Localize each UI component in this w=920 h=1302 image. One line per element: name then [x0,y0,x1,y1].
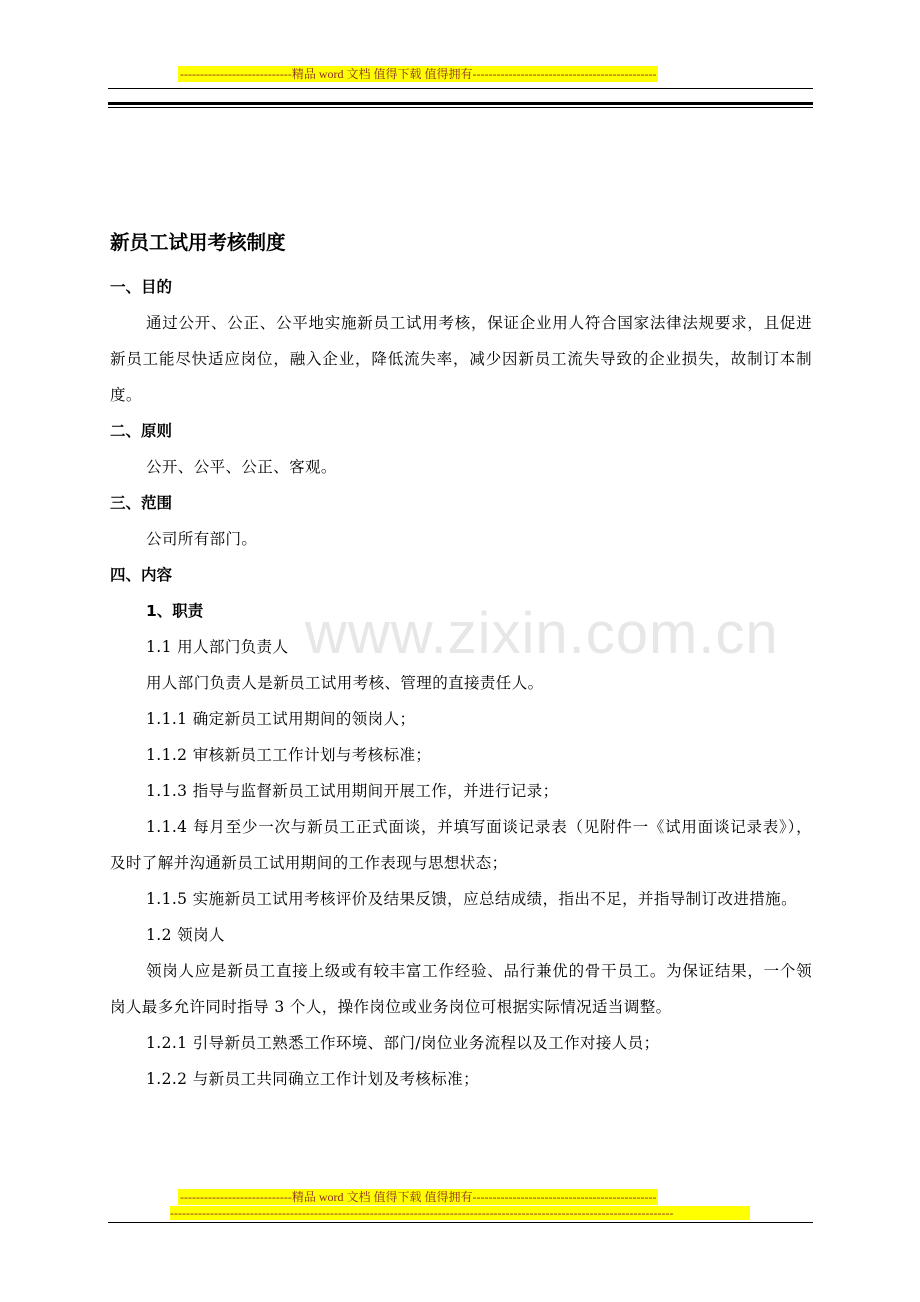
section-heading: 四、内容 [110,566,173,584]
paragraph: 1.1 用人部门负责人 [146,638,289,656]
paragraph: 用人部门负责人是新员工试用考核、管理的直接责任人。 [146,674,544,692]
paragraph: 公司所有部门。 [146,530,258,548]
paragraph: 1.1.5 实施新员工试用考核评价及结果反馈，应总结成绩，指出不足，并指导制订改进措施。 [146,890,797,908]
header-rule-thin [108,88,813,89]
watermark: www.zixin.com.cn [305,601,779,666]
footer-banner-dashes: ------------------------------------------------------------------------------------------------------------------------------ [170,1206,750,1220]
section-heading: 三、范围 [110,494,173,512]
paragraph: 1.1.4 每月至少一次与新员工正式面谈，并填写面谈记录表（见附件一《试用面谈记录表》），及时了解并沟通新员工试用期间的工作表现与思想状态； [110,818,812,872]
paragraph: 公开、公平、公正、客观。 [146,458,337,476]
footer-rule [108,1222,813,1223]
section-heading: 二、原则 [110,422,173,440]
document-title: 新员工试用考核制度 [110,231,286,254]
paragraph: 1.2.1 引导新员工熟悉工作环境、部门/岗位业务流程以及工作对接人员； [146,1034,660,1052]
footer-banner: ----------------------------精品 word 文档 值得下载 值得拥有---------------------------------------------- [180,1190,657,1204]
header-banner: ----------------------------精品 word 文档 值得下载 值得拥有---------------------------------------------- [180,67,657,81]
paragraph: 1.1.1 确定新员工试用期间的领岗人； [146,710,416,728]
header-rule-thick [108,102,813,105]
document-sections [110,269,812,1097]
section-heading: 一、目的 [110,278,173,296]
paragraph: 领岗人应是新员工直接上级或有较丰富工作经验、品行兼优的骨干员工。为保证结果，一个领岗人最多允许同时指导 3 个人，操作岗位或业务岗位可根据实际情况适当调整。 [110,962,812,1016]
paragraph: 1.2 领岗人 [146,926,225,944]
subsection-heading: 1、职责 [146,602,204,620]
paragraph: 通过公开、公正、公平地实施新员工试用考核，保证企业用人符合国家法律法规要求，且促进新员工能尽快适应岗位，融入企业，降低流失率，减少因新员工流失导致的企业损失，故制订本制度。 [110,314,812,404]
paragraph: 1.2.2 与新员工共同确立工作计划及考核标准； [146,1070,479,1088]
paragraph: 1.1.2 审核新员工工作计划与考核标准； [146,746,432,764]
paragraph: 1.1.3 指导与监督新员工试用期间开展工作，并进行记录； [146,782,559,800]
header-rule-bottom [108,107,813,108]
document-body [110,226,812,1097]
